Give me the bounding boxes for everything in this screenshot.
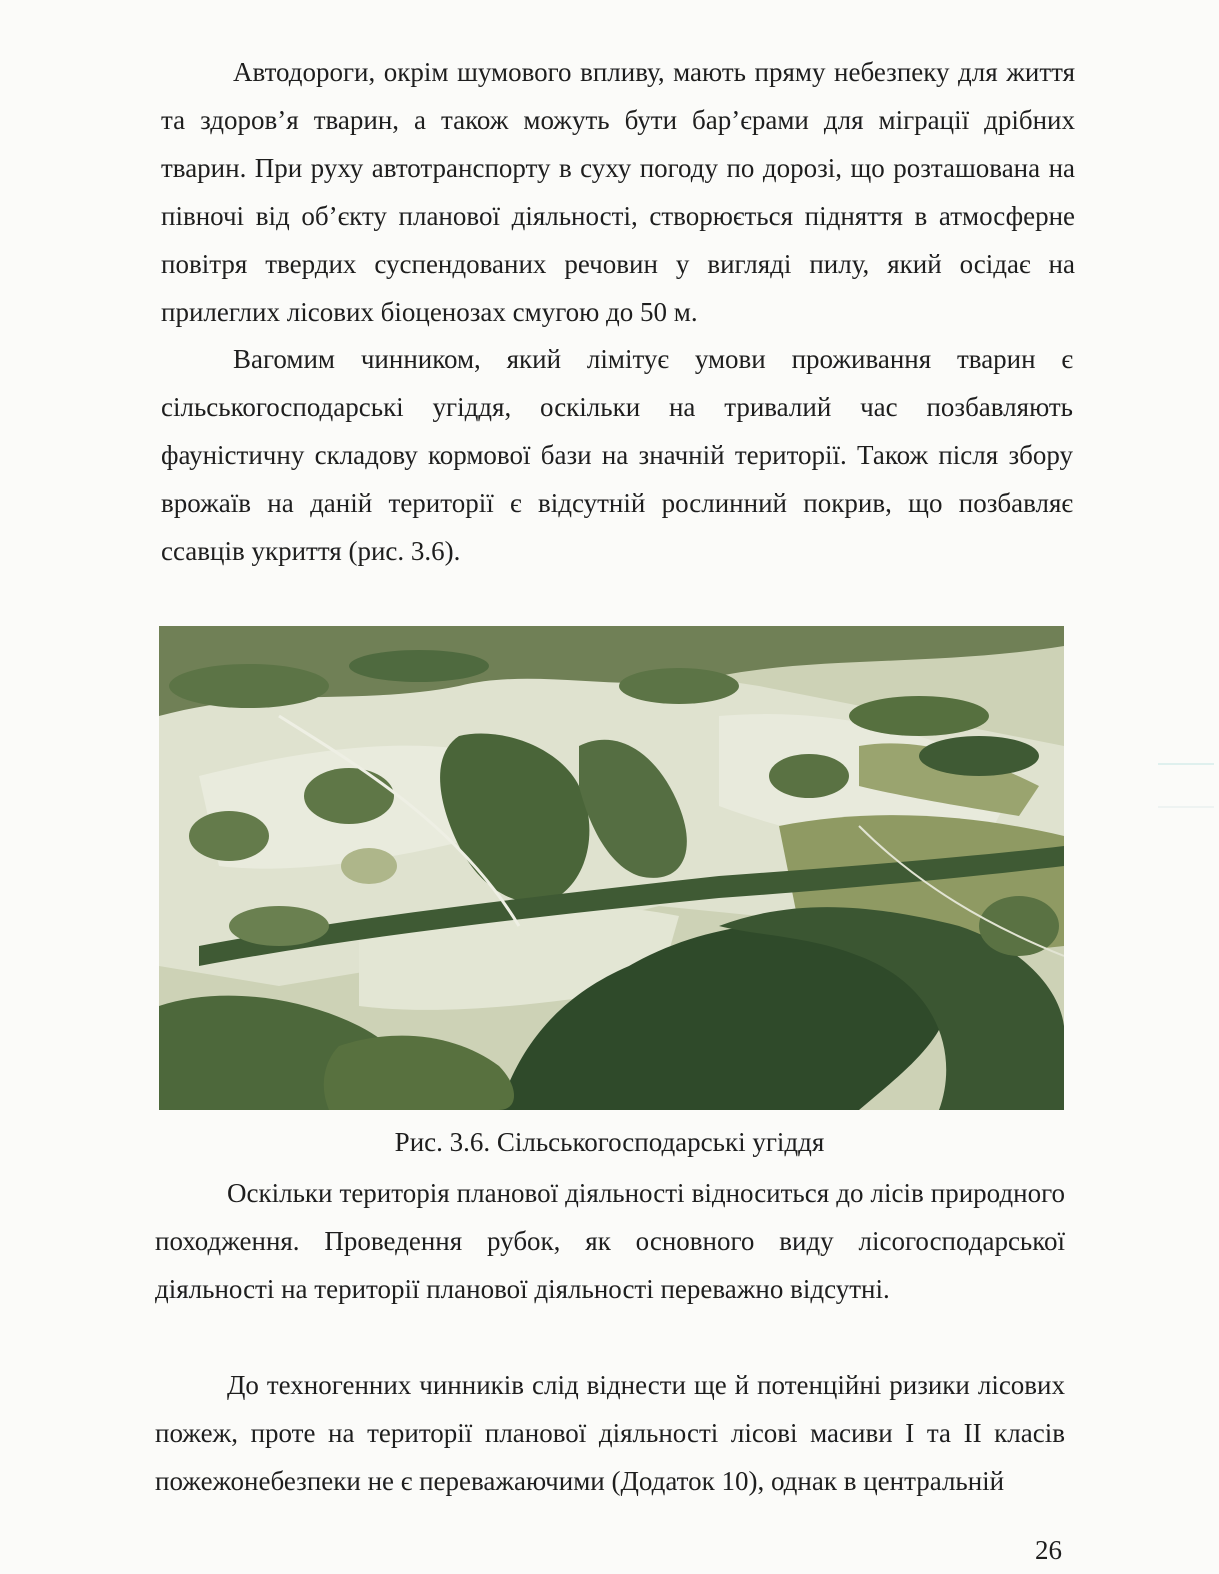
aerial-photo-agricultural-lands (159, 626, 1064, 1110)
paragraph-fire-risk: До техногенних чинників слід віднести ще й потенційні ризики лісових пожеж, проте на території планової діяльності лісові масиви I та II класів пожежонебезпеки не є переважаючими (Додаток 10), однак в центральній (155, 1370, 1065, 1496)
page-number: 26 (1035, 1535, 1062, 1565)
paragraph-agricultural-lands: Вагомим чинником, який лімітує умови проживання тварин є сільськогосподарські угіддя, оскільки на тривалий час позбавляють фауністичну складову кормової бази на значній території. Також після збору врожаїв на даній території є відсутній рослинний покрив, що позбавляє ссавців укриття (рис. 3.6). (161, 344, 1073, 566)
scan-edge-mark (1158, 806, 1214, 808)
paragraph-natural-forests: Оскільки територія планової діяльності відноситься до лісів природного походження. Проведення рубок, як основного виду лісогосподарської діяльності на території планової діяльності переважно відсутні. (155, 1178, 1065, 1304)
figure-caption: Рис. 3.6. Сільськогосподарські угіддя (394, 1127, 825, 1157)
paragraph-roads-impact: Автодороги, окрім шумового впливу, мають пряму небезпеку для життя та здоров’я тварин, а також можуть бути бар’єрами для міграції дрібних тварин. При руху автотранспорту в суху погоду по дорозі, що розташована на півночі від об’єкту планової діяльності, створюється підняття в атмосферне повітря твердих суспендованих речовин у вигляді пилу, який осідає на прилеглих лісових біоценозах смугою до 50 м. (161, 57, 1075, 327)
scan-edge-mark (1158, 763, 1214, 765)
